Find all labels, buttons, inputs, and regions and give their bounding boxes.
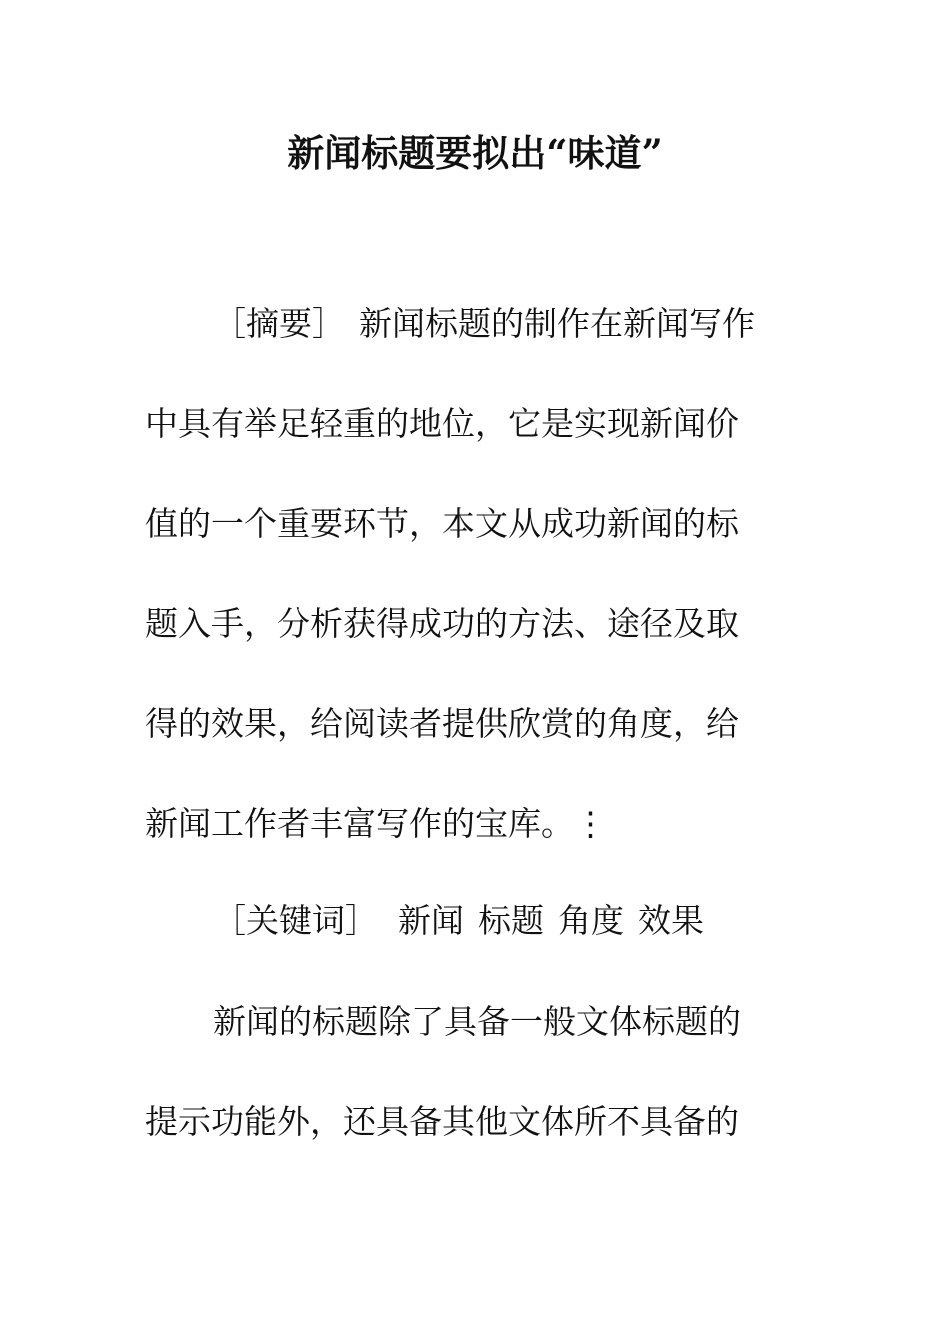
keywords-line bbox=[213, 899, 704, 943]
abstract-line-6: 新闻工作者丰富写作的宝库。⋮ bbox=[145, 804, 607, 843]
keyword-item: 新闻 bbox=[398, 901, 464, 940]
abstract-line-1: 新闻标题的制作在新闻写作 bbox=[359, 304, 755, 343]
body-line-2: 提示功能外，还具备其他文体所不具备的 bbox=[145, 1102, 739, 1141]
body-line-1: 新闻的标题除了具备一般文体标题的 bbox=[213, 1002, 741, 1041]
abstract-label: ［摘要］ bbox=[213, 304, 345, 343]
abstract-line-2: 中具有举足轻重的地位，它是实现新闻价 bbox=[145, 404, 739, 443]
keyword-item: 角度 bbox=[558, 901, 624, 940]
abstract-line-4: 题入手，分析获得成功的方法、途径及取 bbox=[145, 604, 739, 643]
keyword-item: 效果 bbox=[638, 901, 704, 940]
document-title: 新闻标题要拟出“味道” bbox=[287, 131, 663, 175]
abstract-line-3: 值的一个重要环节，本文从成功新闻的标 bbox=[145, 504, 739, 543]
keyword-item: 标题 bbox=[478, 901, 544, 940]
abstract-first-line bbox=[213, 302, 755, 346]
keywords-label: ［关键词］ bbox=[213, 901, 378, 940]
abstract-line-5: 得的效果，给阅读者提供欣赏的角度，给 bbox=[145, 704, 739, 743]
